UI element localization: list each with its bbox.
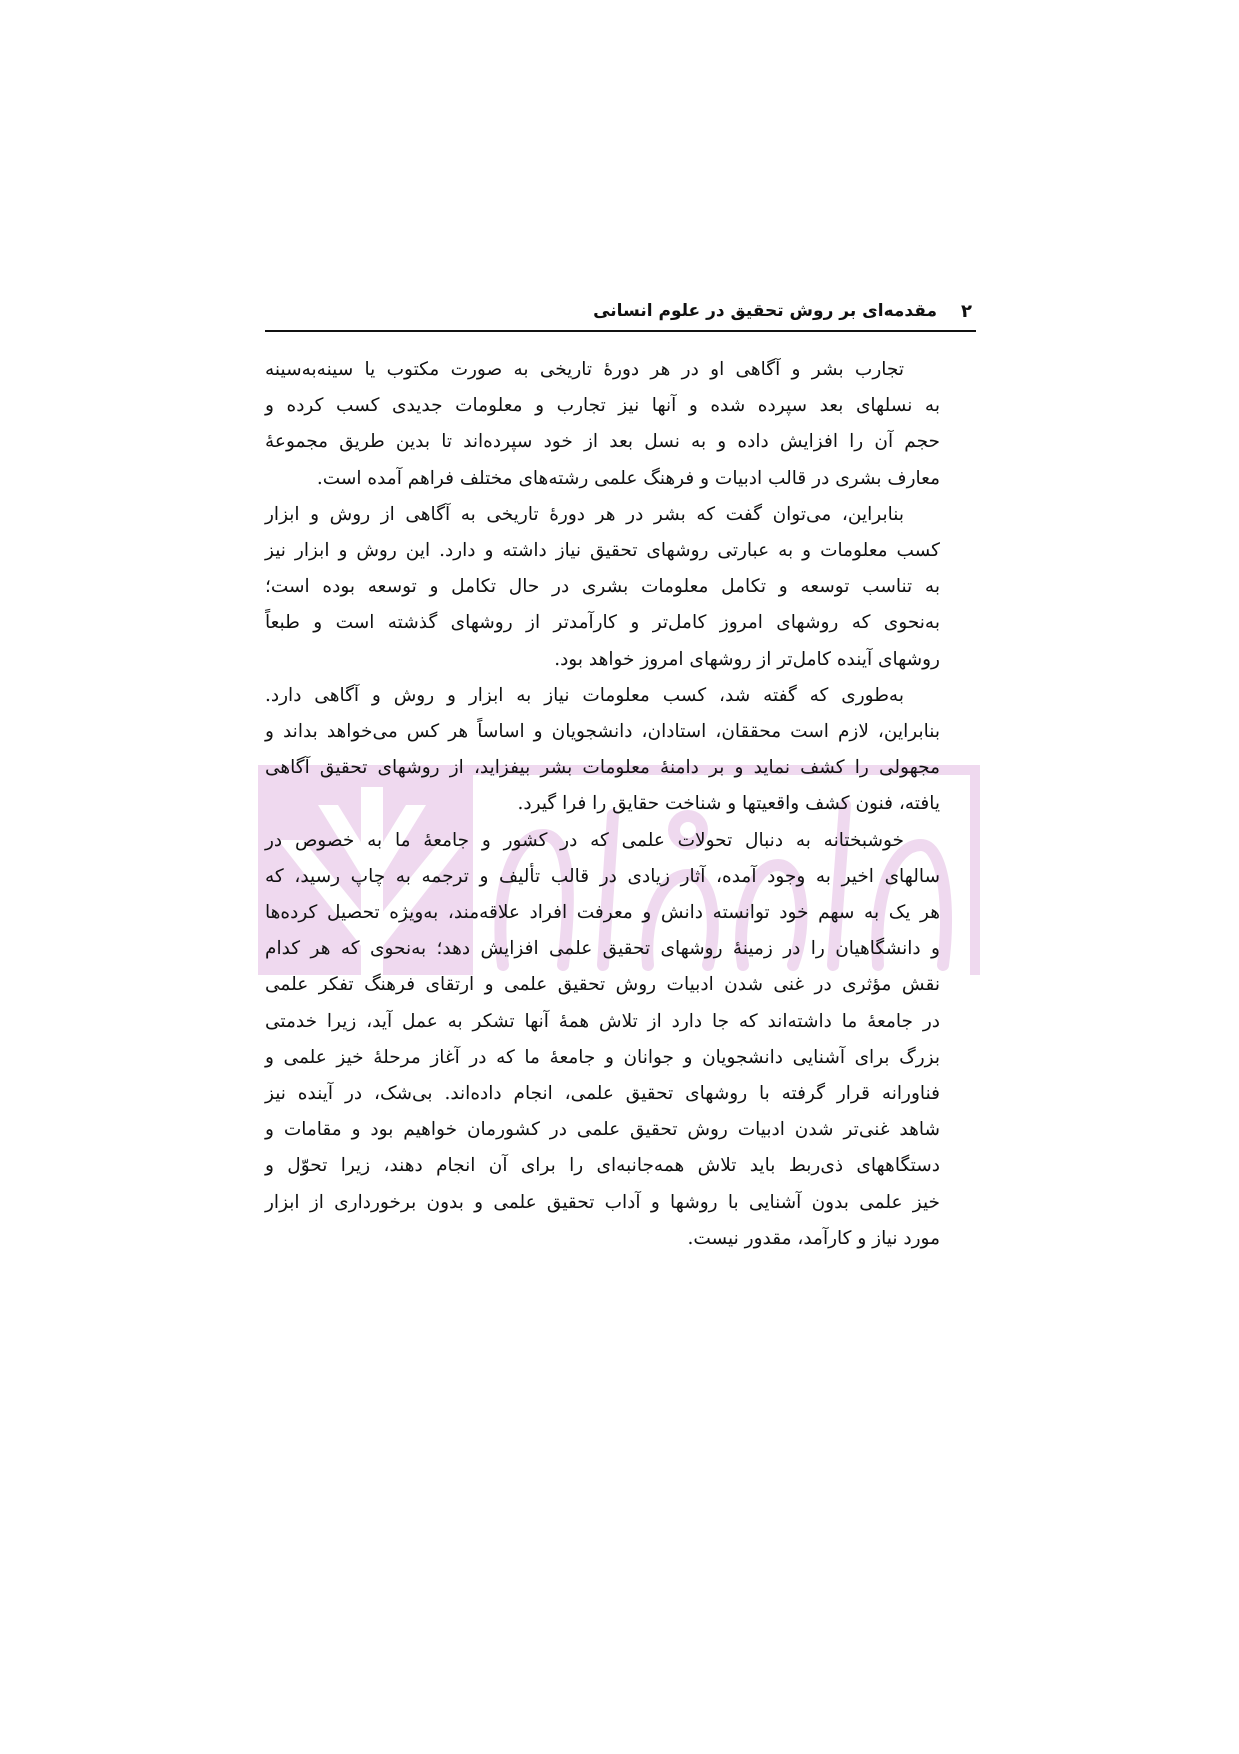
text-line: و دانشگاهیان را در زمینهٔ روشهای تحقیق علمی افزایش دهد؛ به‌نحوی که هر کدام [265,938,940,960]
text-line: خیز علمی بدون آشنایی با روشها و آداب تحقیق علمی و بدون برخورداری از ابزار [265,1191,940,1213]
text-line: یافته، فنون کشف واقعیتها و شناخت حقایق را فرا گیرد. [517,793,940,815]
paragraph-3 [265,678,976,823]
text-line: روشهای آینده کامل‌تر از روشهای امروز خواهد بود. [554,648,940,670]
running-header [265,292,976,330]
text-line: بزرگ برای آشنایی دانشجویان و جوانان و جامعهٔ ما که در آغاز مرحلهٔ خیز علمی و [265,1046,940,1068]
text-line: معارف بشری در قالب ادبیات و فرهنگ علمی رشته‌های مختلف فراهم آمده است. [316,467,940,489]
text-line: در جامعهٔ ما داشته‌اند که جا دارد از تلاش همهٔ آنها تشکر به عمل آید، زیرا خدمتی [265,1010,940,1032]
text-line: تجارب بشر و آگاهی او در هر دورهٔ تاریخی به صورت مکتوب یا سینه‌به‌سینه [265,359,904,380]
body-text [265,352,976,1257]
text-line: فناورانه قرار گرفته با روشهای تحقیق علمی، انجام داده‌اند. بی‌شک، در آینده نیز [265,1083,940,1105]
running-title: مقدمه‌ای بر روش تحقیق در علوم انسانی [593,301,937,321]
paragraph-1 [265,352,976,497]
text-line: به نسلهای بعد سپرده شده و آنها نیز تجارب و معلومات جدیدی کسب کرده و [265,395,940,417]
text-line: شاهد غنی‌تر شدن ادبیات روش تحقیق علمی در کشورمان خواهیم بود و مقامات و [265,1119,940,1141]
text-line: مجهولی را کشف نماید و بر دامنهٔ معلومات بشر بیفزاید، از روشهای تحقیق آگاهی [265,757,940,779]
text-line: به‌نحوی که روشهای امروز کامل‌تر و کارآمدتر از روشهای گذشته است و طبعاً [265,612,940,634]
text-line: کسب معلومات و به عبارتی روشهای تحقیق نیاز داشته و دارد. این روش و ابزار نیز [265,540,940,562]
text-line: مورد نیاز و کارآمد، مقدور نیست. [687,1227,940,1249]
text-line: بنابراین، می‌توان گفت که بشر در هر دورهٔ تاریخی به آگاهی از روش و ابزار [265,503,904,525]
text-line: هر یک به سهم خود توانسته دانش و معرفت افراد علاقه‌مند، به‌ویژه تحصیل کرده‌ها [265,902,940,924]
text-line: به‌طوری که گفته شد، کسب معلومات نیاز به ابزار و روش و آگاهی دارد. [265,684,904,706]
text-line: خوشبختانه به دنبال تحولات علمی که در کشور و جامعهٔ ما به خصوص در [265,829,904,851]
header-rule [265,330,976,332]
text-line: نقش مؤثری در غنی شدن ادبیات روش تحقیق علمی و ارتقای فرهنگ تفکر علمی [265,974,940,996]
text-line: حجم آن را افزایش داده و به نسل بعد از خود سپرده‌اند تا بدین طریق مجموعهٔ [265,431,940,453]
text-line: دستگاههای ذی‌ربط باید تلاش همه‌جانبه‌ای را برای آن انجام دهند، زیرا تحوّل و [265,1155,940,1177]
text-line: به تناسب توسعه و تکامل معلومات بشری در حال تکامل و توسعه بوده است؛ [265,576,940,598]
text-line: سالهای اخیر به وجود آمده، آثار زیادی در قالب تألیف و ترجمه به چاپ رسید، که [265,865,940,887]
paragraph-4 [265,823,976,1257]
text-line: بنابراین، لازم است محققان، استادان، دانشجویان و اساساً هر کس می‌خواهد بداند و [265,721,940,743]
paragraph-2 [265,497,976,678]
page-number: ۲ [961,300,972,322]
